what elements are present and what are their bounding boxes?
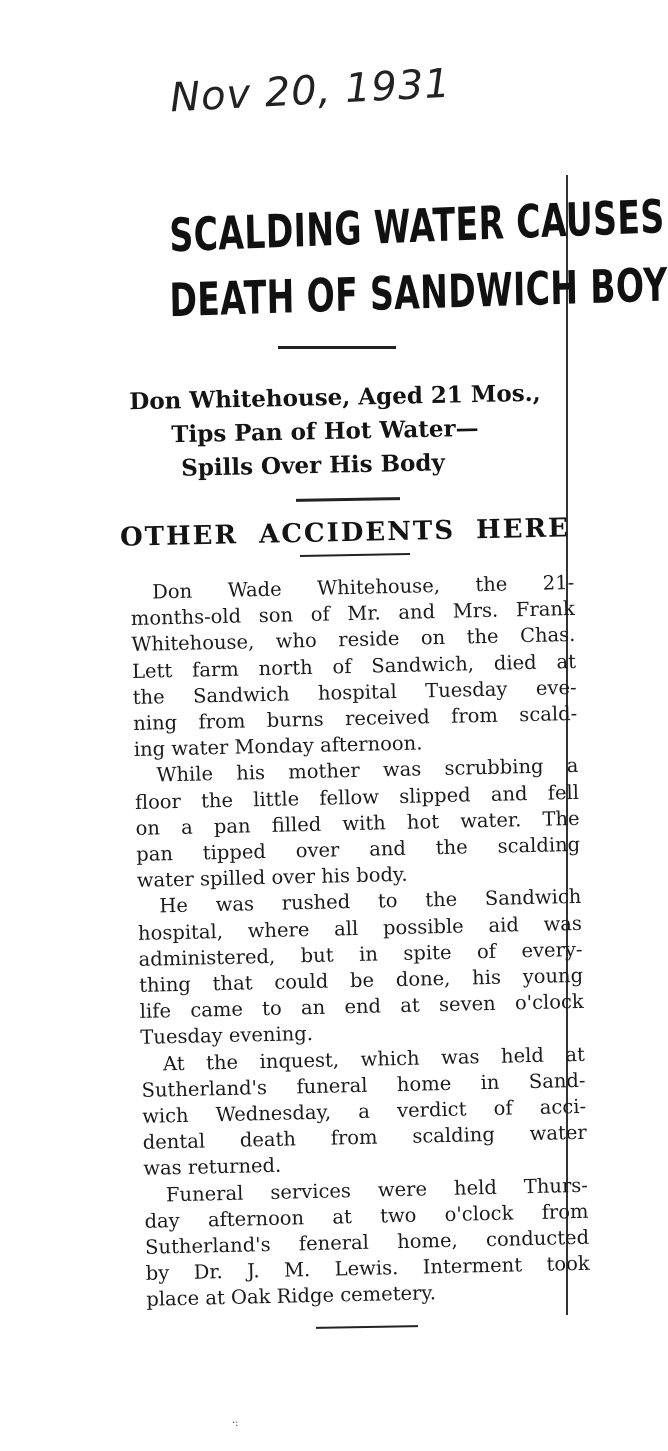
article-line: He was rushed to the Sandwich xyxy=(159,885,582,918)
article-line: Tuesday evening. xyxy=(140,1022,314,1050)
article-line: administered, but in spite of every- xyxy=(138,937,583,971)
article-line: floor the little fellow slipped and fell xyxy=(134,780,580,814)
article-line: hospital, where all possible aid was xyxy=(137,911,583,945)
article-line: months-old son of Mr. and Mrs. Frank xyxy=(130,597,576,631)
newspaper-clipping xyxy=(100,180,668,1340)
article-line: ing water Monday afternoon. xyxy=(133,731,423,762)
headline-divider-rule xyxy=(278,346,396,349)
headline-line-1: SCALDING WATER CAUSES xyxy=(168,189,666,263)
article-body xyxy=(130,570,591,1314)
headline-line-2: DEATH OF SANDWICH BOY xyxy=(169,257,668,328)
article-line: ning from burns received from scald- xyxy=(132,701,578,735)
article-line: dental death from scalding water xyxy=(142,1121,587,1155)
article-line: the Sandwich hospital Tuesday eve- xyxy=(132,675,577,709)
article-line: At the inquest, which was held at xyxy=(162,1042,586,1076)
article-line: day afternoon at two o'clock from xyxy=(144,1199,589,1233)
handwritten-date: Nov 20, 1931 xyxy=(168,60,452,122)
deck-line-1: Don Whitehouse, Aged 21 Mos., xyxy=(129,379,541,416)
article-line: wich Wednesday, a verdict of acci- xyxy=(141,1094,587,1128)
end-rule xyxy=(316,1325,418,1329)
article-line: life came to an end at seven o'clock xyxy=(139,990,584,1024)
article-line: Whitehouse, who reside on the Chas. xyxy=(131,623,576,657)
article-line: Funeral services were held Thurs- xyxy=(165,1173,589,1207)
subhead-word-3: HERE xyxy=(475,513,571,546)
article-line: Don Wade Whitehouse, the 21- xyxy=(152,570,575,604)
article-line: was returned. xyxy=(143,1154,282,1181)
article-line: Sutherland's funeral home in Sand- xyxy=(141,1068,586,1102)
article-line: place at Oak Ridge cemetery. xyxy=(146,1281,437,1312)
article-line: on a pan filled with hot water. The xyxy=(135,806,580,840)
stray-ink-mark: ·: xyxy=(232,1418,239,1429)
article-line: Sutherland's feneral home, conducted xyxy=(144,1225,590,1259)
article-line: by Dr. J. M. Lewis. Interment took xyxy=(145,1252,590,1286)
deck-line-2: Tips Pan of Hot Water— xyxy=(171,414,479,449)
article-line: water spilled over his body. xyxy=(136,863,408,893)
article-line: pan tipped over and the scalding xyxy=(135,832,581,866)
deck-line-3: Spills Over His Body xyxy=(180,449,446,482)
subhead-word-1: OTHER xyxy=(119,520,239,553)
subhead-divider-rule xyxy=(300,553,410,557)
subhead-word-2: ACCIDENTS xyxy=(258,515,456,550)
article-line: Lett farm north of Sandwich, died at xyxy=(131,649,577,683)
article-line: While his mother was scrubbing a xyxy=(156,754,579,787)
subhead xyxy=(120,513,571,552)
deck-divider-rule xyxy=(296,497,400,502)
article-line: thing that could be done, his young xyxy=(138,963,584,997)
